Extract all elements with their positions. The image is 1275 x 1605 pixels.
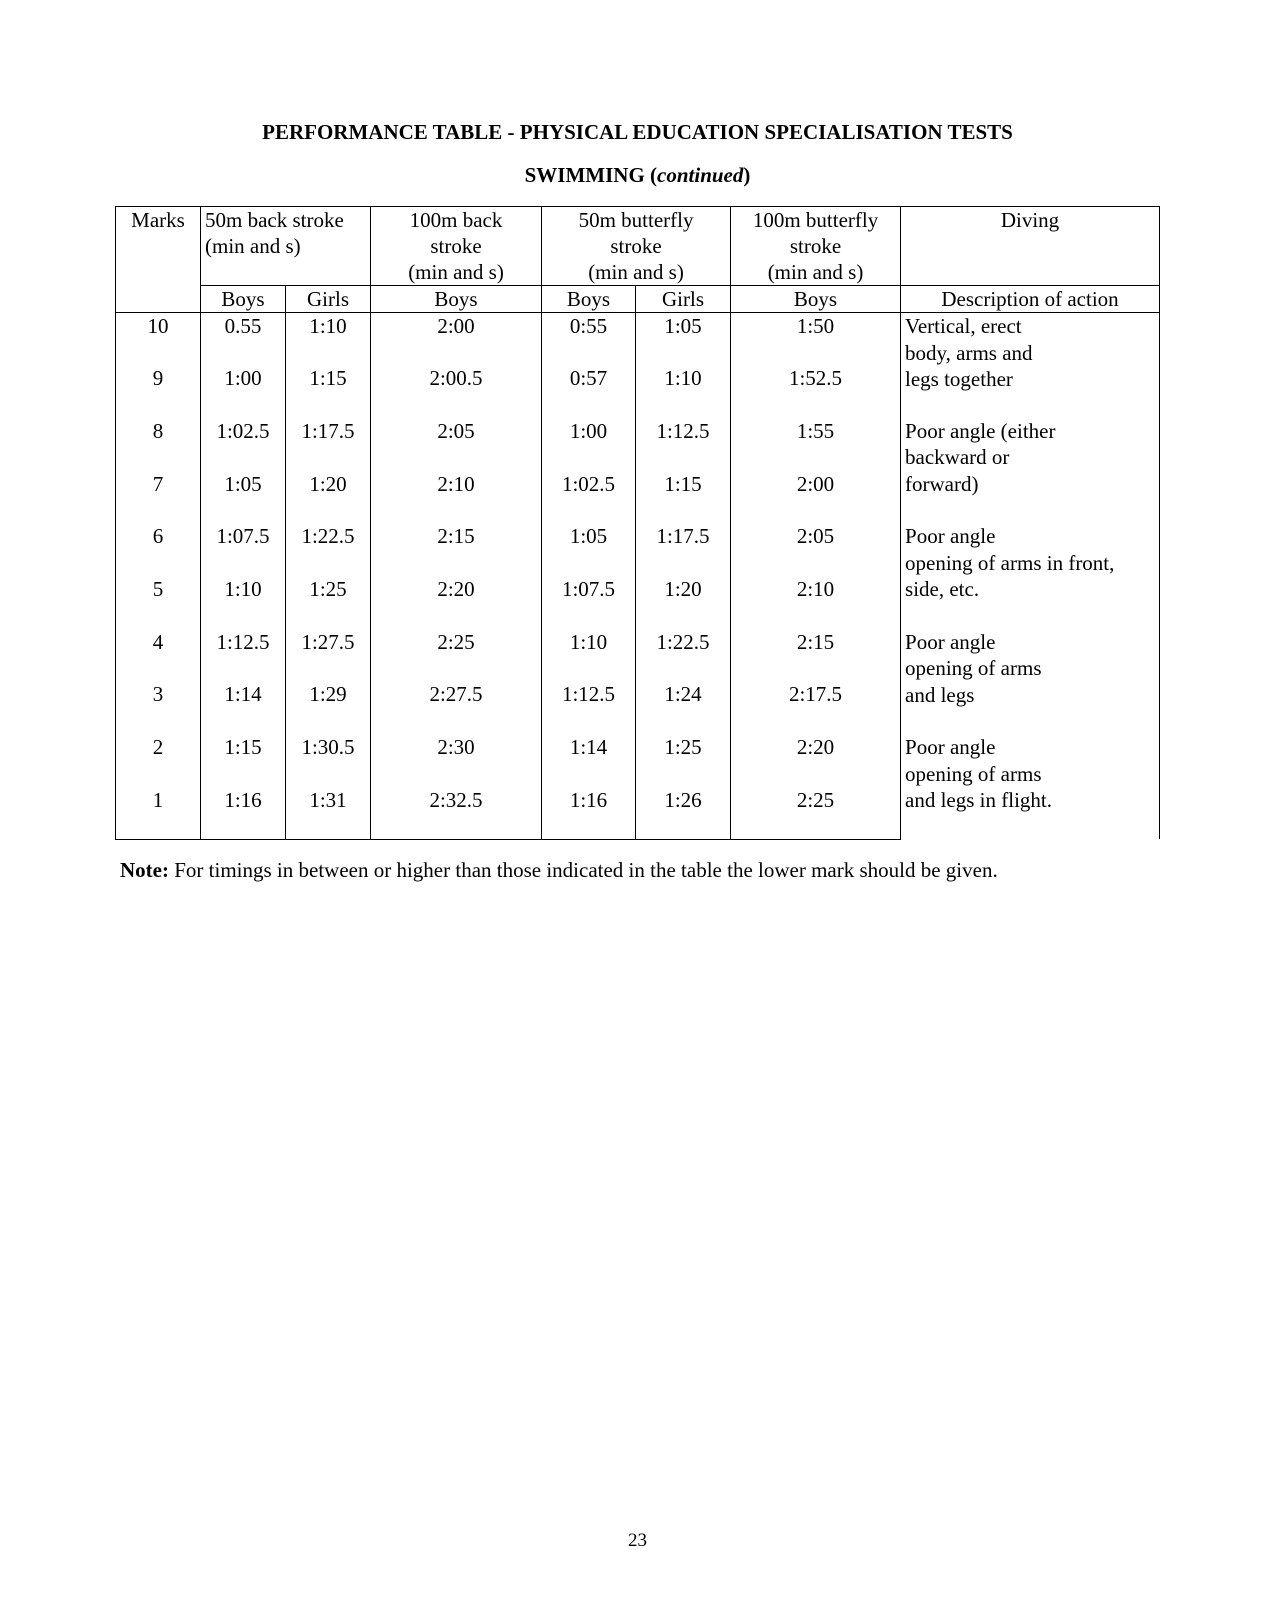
subheader-boys: Boys xyxy=(731,286,901,313)
cell-bs100-b: 2:05 xyxy=(371,418,542,471)
diving-description xyxy=(901,418,1160,523)
cell-marks: 9 xyxy=(116,365,201,418)
cell-marks: 6 xyxy=(116,523,201,576)
cell-bs100-b: 2:30 xyxy=(371,734,542,787)
cell-bs100-b: 2:10 xyxy=(371,471,542,524)
subheader-girls: Girls xyxy=(286,286,371,313)
cell-marks: 10 xyxy=(116,313,201,366)
page-number: 23 xyxy=(628,1530,647,1551)
cell-bs50-g: 1:22.5 xyxy=(286,523,371,576)
cell-bs50-g: 1:15 xyxy=(286,365,371,418)
subheader-girls: Girls xyxy=(636,286,731,313)
cell-bs50-b: 1:07.5 xyxy=(201,523,286,576)
cell-bf50-b: 1:16 xyxy=(542,787,636,840)
cell-bs50-g: 1:25 xyxy=(286,576,371,629)
cell-bs100-b: 2:25 xyxy=(371,629,542,682)
diving-line: Vertical, erect xyxy=(905,314,1022,338)
subheader-boys: Boys xyxy=(371,286,542,313)
cell-bs50-g: 1:20 xyxy=(286,471,371,524)
cell-bf50-g: 1:24 xyxy=(636,681,731,734)
table-row xyxy=(116,418,1160,471)
section-subtitle xyxy=(0,163,1275,188)
cell-bf100-b: 2:10 xyxy=(731,576,901,629)
cell-marks: 2 xyxy=(116,734,201,787)
cell-bf50-g: 1:12.5 xyxy=(636,418,731,471)
cell-bs100-b: 2:20 xyxy=(371,576,542,629)
cell-bf100-b: 2:00 xyxy=(731,471,901,524)
cell-bf100-b: 2:17.5 xyxy=(731,681,901,734)
subheader-boys: Boys xyxy=(201,286,286,313)
cell-bf50-g: 1:17.5 xyxy=(636,523,731,576)
diving-line: opening of arms in front, xyxy=(905,550,1115,575)
cell-bs50-b: 1:16 xyxy=(201,787,286,840)
diving-description xyxy=(901,629,1160,734)
diving-line: and legs in flight. xyxy=(905,788,1052,812)
header-diving: Diving xyxy=(901,207,1160,286)
diving-line: side, etc. xyxy=(905,577,980,602)
cell-bf100-b: 2:20 xyxy=(731,734,901,787)
diving-line: legs together xyxy=(905,367,1013,391)
cell-bf50-b: 0:55 xyxy=(542,313,636,366)
note-text: For timings in between or higher than those indicated in the table the lower mark should be given. xyxy=(168,858,998,882)
cell-bf100-b: 2:15 xyxy=(731,629,901,682)
cell-marks: 7 xyxy=(116,471,201,524)
diving-line: Poor angle xyxy=(905,524,996,549)
cell-bf50-g: 1:05 xyxy=(636,313,731,366)
page-title: PERFORMANCE TABLE - PHYSICAL EDUCATION SPECIALISATION TESTS xyxy=(262,120,1013,144)
header-100m-back-stroke: 100m back stroke (min and s) xyxy=(371,207,542,286)
cell-bs100-b: 2:00.5 xyxy=(371,365,542,418)
header-marks: Marks xyxy=(116,207,201,313)
cell-bs50-b: 1:14 xyxy=(201,681,286,734)
diving-line: body, arms and xyxy=(905,340,1033,365)
note-label: Note: xyxy=(120,858,169,882)
cell-bs50-b: 1:15 xyxy=(201,734,286,787)
cell-bf50-b: 1:12.5 xyxy=(542,681,636,734)
diving-description xyxy=(901,734,1160,839)
diving-line: Poor angle xyxy=(905,735,996,759)
cell-bf50-g: 1:25 xyxy=(636,734,731,787)
header-50m-back-stroke: 50m back stroke (min and s) xyxy=(201,207,371,286)
subheader-boys: Boys xyxy=(542,286,636,313)
header-100m-butterfly: 100m butterfly stroke (min and s) xyxy=(731,207,901,286)
diving-line: and legs xyxy=(905,682,975,707)
subheader-description: Description of action xyxy=(901,286,1160,313)
cell-bf50-b: 1:07.5 xyxy=(542,576,636,629)
table-row xyxy=(116,629,1160,682)
diving-line: opening of arms xyxy=(905,656,1042,681)
performance-table xyxy=(115,206,1160,840)
cell-bf100-b: 1:50 xyxy=(731,313,901,366)
cell-bf50-g: 1:26 xyxy=(636,787,731,840)
cell-bf100-b: 1:55 xyxy=(731,418,901,471)
cell-bs100-b: 2:27.5 xyxy=(371,681,542,734)
cell-bs50-b: 1:00 xyxy=(201,365,286,418)
cell-bf50-b: 1:14 xyxy=(542,734,636,787)
cell-bs50-g: 1:10 xyxy=(286,313,371,366)
cell-bs50-g: 1:17.5 xyxy=(286,418,371,471)
cell-bf100-b: 2:05 xyxy=(731,523,901,576)
cell-bs50-g: 1:27.5 xyxy=(286,629,371,682)
cell-bf100-b: 2:25 xyxy=(731,787,901,840)
cell-bf50-b: 0:57 xyxy=(542,365,636,418)
cell-bf50-b: 1:10 xyxy=(542,629,636,682)
cell-bf50-g: 1:15 xyxy=(636,471,731,524)
cell-bs100-b: 2:15 xyxy=(371,523,542,576)
cell-bf50-b: 1:00 xyxy=(542,418,636,471)
cell-bf50-g: 1:10 xyxy=(636,365,731,418)
cell-bf50-g: 1:20 xyxy=(636,576,731,629)
cell-bs100-b: 2:32.5 xyxy=(371,787,542,840)
subtitle-close: ) xyxy=(743,163,751,187)
cell-bf50-b: 1:05 xyxy=(542,523,636,576)
diving-line: opening of arms xyxy=(905,761,1042,786)
diving-line: Poor angle (either xyxy=(905,418,1056,443)
cell-marks: 3 xyxy=(116,681,201,734)
cell-bf100-b: 1:52.5 xyxy=(731,365,901,418)
cell-bs50-b: 1:02.5 xyxy=(201,418,286,471)
footnote xyxy=(120,858,998,883)
cell-marks: 5 xyxy=(116,576,201,629)
cell-bs50-b: 1:12.5 xyxy=(201,629,286,682)
cell-bs50-g: 1:30.5 xyxy=(286,734,371,787)
cell-marks: 1 xyxy=(116,787,201,840)
table-row xyxy=(116,523,1160,576)
diving-description xyxy=(901,523,1160,628)
table-row xyxy=(116,313,1160,366)
cell-bs50-g: 1:29 xyxy=(286,681,371,734)
subtitle-italic: continued xyxy=(657,163,744,187)
diving-line: Poor angle xyxy=(905,629,996,654)
cell-bf50-b: 1:02.5 xyxy=(542,471,636,524)
cell-bs50-b: 0.55 xyxy=(201,313,286,366)
diving-description xyxy=(901,313,1160,418)
subtitle-main: SWIMMING ( xyxy=(524,163,658,187)
header-50m-butterfly: 50m butterfly stroke (min and s) xyxy=(542,207,731,286)
cell-bs100-b: 2:00 xyxy=(371,313,542,366)
cell-bf50-g: 1:22.5 xyxy=(636,629,731,682)
cell-marks: 8 xyxy=(116,418,201,471)
diving-line: backward or xyxy=(905,445,1010,470)
diving-line: forward) xyxy=(905,471,979,496)
cell-bs50-b: 1:10 xyxy=(201,576,286,629)
cell-bs50-g: 1:31 xyxy=(286,787,371,840)
cell-bs50-b: 1:05 xyxy=(201,471,286,524)
table-row xyxy=(116,734,1160,787)
cell-marks: 4 xyxy=(116,629,201,682)
